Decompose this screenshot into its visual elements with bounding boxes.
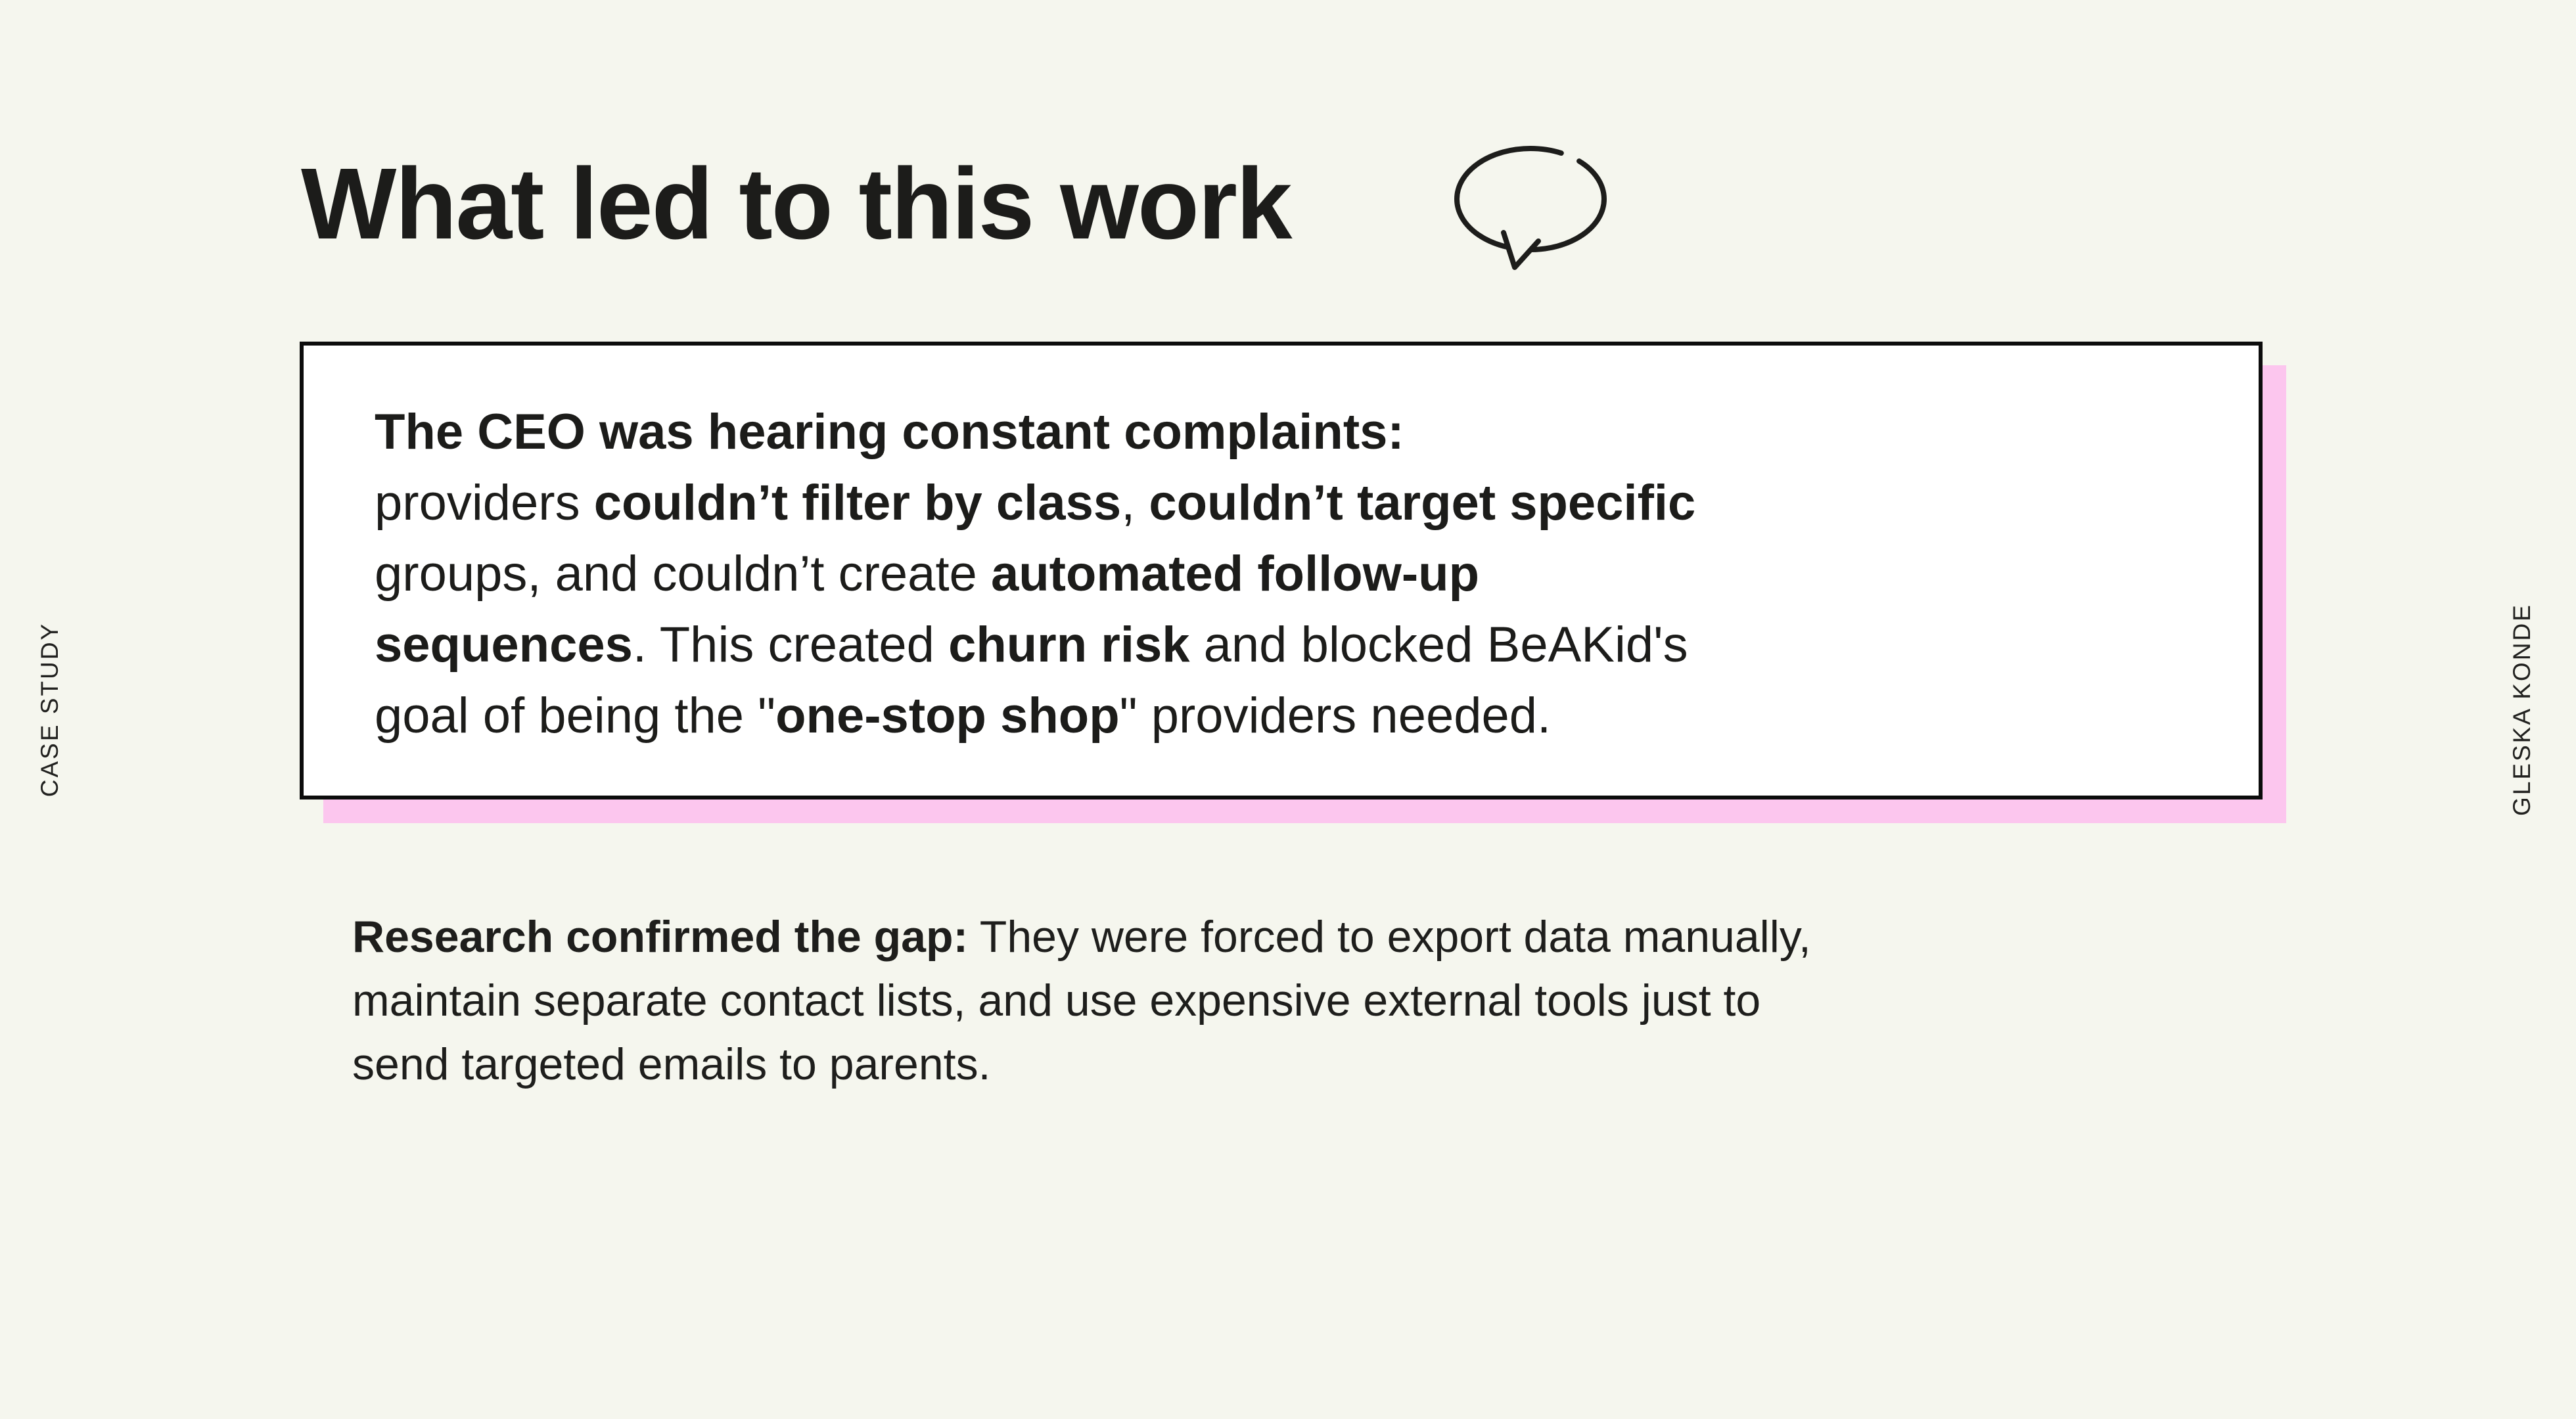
- research-line-3: [352, 1033, 1811, 1096]
- research-paragraph: [352, 905, 1811, 1096]
- callout-line-1: [375, 397, 2232, 468]
- side-label-case-study: CASE STUDY: [36, 621, 63, 798]
- callout-bold-text: couldn’t target specific: [1149, 475, 1696, 531]
- research-regular-text: They were forced to export data manually,: [968, 912, 1811, 962]
- page-title: What led to this work: [301, 147, 1291, 260]
- callout-regular-text: providers: [375, 475, 594, 531]
- callout-bold-text: The CEO was hearing constant complaints:: [375, 404, 1404, 460]
- callout-regular-text: . This created: [632, 617, 949, 673]
- callout-regular-text: " providers needed.: [1119, 688, 1552, 744]
- callout-regular-text: goal of being the ": [375, 688, 776, 744]
- callout-line-3: [375, 539, 2232, 610]
- research-line-1: [352, 905, 1811, 969]
- callout-line-4: [375, 610, 2232, 681]
- callout-bold-text: one-stop shop: [775, 688, 1120, 744]
- callout-line-2: [375, 468, 2232, 539]
- speech-bubble-icon: [1451, 146, 1617, 275]
- callout-regular-text: groups, and couldn’t create: [375, 546, 991, 602]
- research-bold-lead: Research confirmed the gap:: [352, 912, 969, 962]
- callout-line-5: [375, 681, 2232, 752]
- callout-box: [300, 342, 2263, 800]
- side-label-author: GLESKA KONDE: [2508, 603, 2535, 816]
- callout-bold-text: automated follow-up: [990, 546, 1479, 602]
- callout-bold-text: couldn’t filter by class: [593, 475, 1122, 531]
- research-regular-text: send targeted emails to parents.: [352, 1039, 991, 1089]
- research-regular-text: maintain separate contact lists, and use expensive external tools just to: [352, 976, 1761, 1025]
- callout-regular-text: and blocked BeAKid's: [1189, 617, 1688, 673]
- callout-bold-text: churn risk: [948, 617, 1190, 673]
- callout-regular-text: ,: [1121, 475, 1149, 531]
- research-line-2: [352, 969, 1811, 1033]
- callout-bold-text: sequences: [375, 617, 633, 673]
